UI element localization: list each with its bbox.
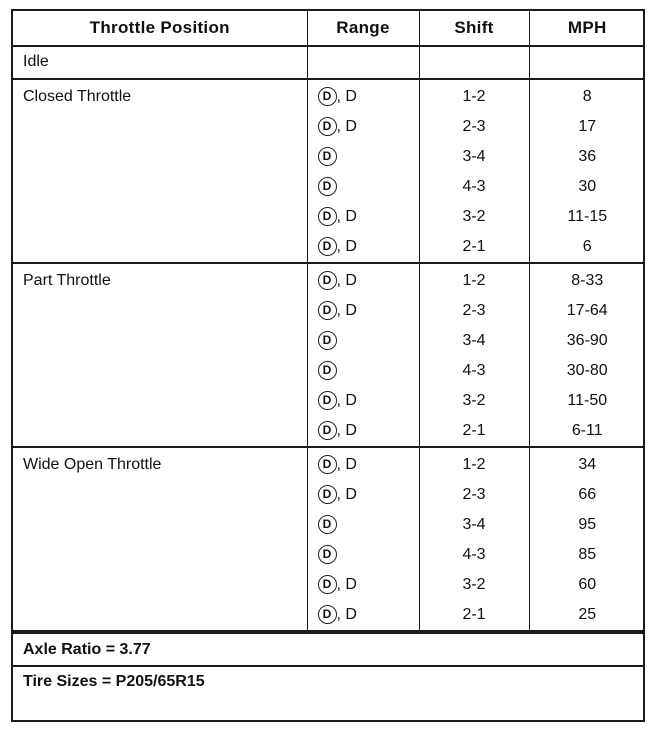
range-value bbox=[308, 82, 419, 112]
shift-cell bbox=[419, 447, 529, 631]
range-suffix: , D bbox=[336, 118, 357, 135]
mph-cell bbox=[529, 263, 645, 447]
range-suffix: , D bbox=[336, 88, 357, 105]
range-value bbox=[308, 570, 419, 600]
range-value bbox=[308, 142, 419, 172]
range-value bbox=[308, 266, 419, 296]
range-value bbox=[308, 540, 419, 570]
range-value bbox=[308, 480, 419, 510]
range-cell bbox=[307, 263, 419, 447]
range-value bbox=[308, 112, 419, 142]
range-suffix: , D bbox=[336, 422, 357, 439]
range-cell bbox=[307, 79, 419, 263]
range-value bbox=[308, 386, 419, 416]
shift-value: 2-1 bbox=[462, 238, 486, 255]
range-value bbox=[308, 356, 419, 386]
header-row bbox=[13, 11, 645, 46]
shift-value: 3-4 bbox=[462, 516, 486, 533]
throttle-position-label: Part Throttle bbox=[13, 263, 307, 447]
range-suffix: , D bbox=[336, 456, 357, 473]
range-cell bbox=[307, 447, 419, 631]
overdrive-circle-icon: D bbox=[318, 545, 337, 564]
mph-value: 11-50 bbox=[567, 392, 608, 409]
shift-cell bbox=[419, 79, 529, 263]
shift-value: 2-3 bbox=[462, 302, 486, 319]
shift-value: 3-4 bbox=[462, 332, 486, 349]
overdrive-circle-icon: D bbox=[318, 147, 337, 166]
throttle-position-label: Wide Open Throttle bbox=[13, 447, 307, 631]
header-mph: MPH bbox=[529, 11, 645, 46]
header-range: Range bbox=[307, 11, 419, 46]
shift-value: 4-3 bbox=[462, 362, 486, 379]
shift-value: 4-3 bbox=[462, 546, 486, 563]
header-throttle-position: Throttle Position bbox=[13, 11, 307, 46]
overdrive-circle-icon: D bbox=[318, 301, 337, 320]
mph-cell bbox=[529, 79, 645, 263]
mph-value: 17-64 bbox=[566, 302, 608, 319]
header-shift: Shift bbox=[419, 11, 529, 46]
overdrive-circle-icon: D bbox=[318, 271, 337, 290]
overdrive-circle-icon: D bbox=[318, 605, 337, 624]
range-value bbox=[308, 232, 419, 262]
shift-value: 3-2 bbox=[462, 576, 486, 593]
mph-value: 17 bbox=[578, 118, 597, 135]
shift-value: 1-2 bbox=[462, 272, 486, 289]
shift-value: 2-3 bbox=[462, 118, 486, 135]
overdrive-circle-icon: D bbox=[318, 515, 337, 534]
overdrive-circle-icon: D bbox=[318, 177, 337, 196]
shift-value: 1-2 bbox=[462, 88, 486, 105]
mph-value: 36-90 bbox=[566, 332, 608, 349]
throttle-group-row bbox=[13, 263, 645, 447]
shift-value: 2-1 bbox=[462, 606, 486, 623]
mph-value: 8-33 bbox=[571, 272, 604, 289]
shift-value: 1-2 bbox=[462, 456, 486, 473]
range-value bbox=[308, 510, 419, 540]
idle-range-cell bbox=[307, 46, 419, 79]
range-value bbox=[308, 172, 419, 202]
overdrive-circle-icon: D bbox=[318, 575, 337, 594]
overdrive-circle-icon: D bbox=[318, 361, 337, 380]
range-suffix: , D bbox=[336, 392, 357, 409]
overdrive-circle-icon: D bbox=[318, 331, 337, 350]
range-suffix: , D bbox=[336, 606, 357, 623]
overdrive-circle-icon: D bbox=[318, 237, 337, 256]
shift-value: 2-1 bbox=[462, 422, 486, 439]
tire-sizes: Tire Sizes = P205/65R15 bbox=[13, 665, 643, 697]
range-value bbox=[308, 450, 419, 480]
idle-label: Idle bbox=[13, 46, 307, 79]
shift-value: 4-3 bbox=[462, 178, 486, 195]
throttle-group-row bbox=[13, 447, 645, 631]
range-value bbox=[308, 296, 419, 326]
mph-value: 11-15 bbox=[567, 208, 608, 225]
axle-ratio: Axle Ratio = 3.77 bbox=[13, 632, 643, 665]
mph-value: 95 bbox=[578, 516, 597, 533]
idle-row bbox=[13, 46, 645, 79]
shift-speed-table bbox=[13, 11, 645, 632]
idle-mph-cell bbox=[529, 46, 645, 79]
mph-value: 60 bbox=[578, 576, 597, 593]
throttle-position-label: Closed Throttle bbox=[13, 79, 307, 263]
mph-value: 30-80 bbox=[566, 362, 608, 379]
range-suffix: , D bbox=[336, 238, 357, 255]
overdrive-circle-icon: D bbox=[318, 421, 337, 440]
shift-speed-table-document bbox=[11, 9, 645, 722]
idle-shift-cell bbox=[419, 46, 529, 79]
overdrive-circle-icon: D bbox=[318, 485, 337, 504]
range-value bbox=[308, 202, 419, 232]
mph-value: 6-11 bbox=[571, 422, 603, 439]
range-value bbox=[308, 416, 419, 446]
range-value bbox=[308, 600, 419, 630]
shift-value: 3-2 bbox=[462, 392, 486, 409]
overdrive-circle-icon: D bbox=[318, 117, 337, 136]
throttle-group-row bbox=[13, 79, 645, 263]
overdrive-circle-icon: D bbox=[318, 207, 337, 226]
shift-value: 3-2 bbox=[462, 208, 486, 225]
overdrive-circle-icon: D bbox=[318, 455, 337, 474]
shift-cell bbox=[419, 263, 529, 447]
mph-value: 8 bbox=[582, 88, 592, 105]
overdrive-circle-icon: D bbox=[318, 87, 337, 106]
overdrive-circle-icon: D bbox=[318, 391, 337, 410]
mph-value: 6 bbox=[582, 238, 592, 255]
shift-value: 2-3 bbox=[462, 486, 486, 503]
mph-value: 85 bbox=[578, 546, 597, 563]
range-suffix: , D bbox=[336, 486, 357, 503]
shift-value: 3-4 bbox=[462, 148, 486, 165]
range-suffix: , D bbox=[336, 272, 357, 289]
range-suffix: , D bbox=[336, 208, 357, 225]
range-value bbox=[308, 326, 419, 356]
mph-value: 34 bbox=[578, 456, 597, 473]
mph-cell bbox=[529, 447, 645, 631]
mph-value: 36 bbox=[578, 148, 597, 165]
range-suffix: , D bbox=[336, 576, 357, 593]
mph-value: 66 bbox=[578, 486, 597, 503]
range-suffix: , D bbox=[336, 302, 357, 319]
mph-value: 25 bbox=[578, 606, 597, 623]
mph-value: 30 bbox=[578, 178, 597, 195]
